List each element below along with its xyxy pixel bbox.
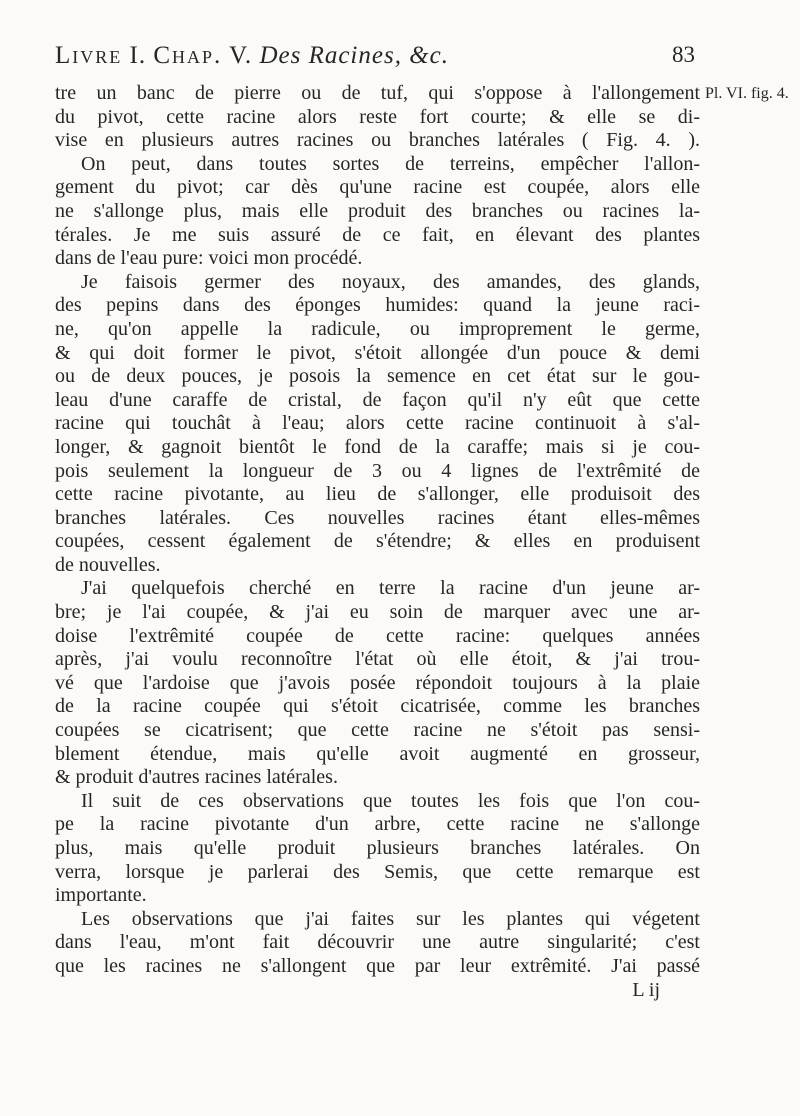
text-line: vise en plusieurs autres racines ou branches latérales ( Fig. 4. ). [55, 129, 700, 152]
text-line: J'ai quelquefois cherché en terre la racine d'un jeune ar- [81, 577, 700, 600]
text-line: verra, lorsque je parlerai des Semis, que cette remarque est [55, 860, 700, 883]
text-line: plus, mais qu'elle produit plusieurs branches latérales. On [55, 837, 700, 859]
book-label: Livre [55, 42, 123, 69]
text-line: bre; je l'ai coupée, & j'ai eu soin de marquer avec une ar- [55, 601, 700, 624]
running-header [55, 42, 695, 82]
text-line: racine qui touchât à l'eau; alors cette racine continuoit à s'al- [55, 412, 700, 435]
text-line: que les racines ne s'allongent que par leur extrêmité. J'ai passé [55, 954, 700, 977]
text-line: dans l'eau, m'ont fait découvrir une autre singularité; c'est [55, 931, 700, 954]
book-number: I. [129, 42, 147, 69]
text-line: ou de deux pouces, je posois la semence en cet état sur le gou- [55, 365, 700, 388]
text-line: & qui doit former le pivot, s'étoit allongée d'un pouce & demi [55, 341, 700, 364]
text-line: & produit d'autres racines latérales. [55, 766, 338, 789]
text-line: coupées se cicatrisent; que cette racine ne s'étoit pas sensi- [55, 719, 700, 742]
chapter-label: Chap. [153, 42, 223, 69]
text-line: vé que l'ardoise que j'avois posée répondoit toujours à la plaie [55, 671, 700, 694]
text-line: importante. [55, 884, 147, 907]
running-title [55, 42, 449, 70]
text-line: des pepins dans des éponges humides: quand la jeune raci- [55, 294, 700, 317]
body-text [55, 82, 700, 1002]
text-line: doise l'extrêmité coupée de cette racine: quelques années [55, 624, 700, 647]
text-line: pe la racine pivotante d'un arbre, cette racine ne s'allonge [55, 813, 700, 836]
text-line: dans de l'eau pure: voici mon procédé. [55, 247, 363, 270]
margin-note: Pl. VI. fig. 4. [705, 85, 789, 102]
text-line: longer, & gagnoit bientôt le fond de la caraffe; mais si je cou- [55, 435, 700, 458]
text-line: leau d'une caraffe de cristal, de façon qu'il n'y eût que cette [55, 388, 700, 411]
text-line: gement du pivot; car dès qu'une racine est coupée, alors elle [55, 176, 700, 199]
text-line: après, j'ai voulu reconnoître l'état où elle étoit, & j'ai trou- [55, 648, 700, 671]
text-line: pois seulement la longueur de 3 ou 4 lignes de l'extrêmité de [55, 459, 700, 482]
text-line: Les observations que j'ai faites sur les plantes qui végetent [81, 907, 700, 930]
page-number: 83 [672, 42, 695, 67]
text-line: Je faisois germer des noyaux, des amandes, des glands, [81, 270, 700, 293]
chapter-title: Des Racines, &c. [259, 42, 449, 69]
text-line: branches latérales. Ces nouvelles racines étant elles-mêmes [55, 506, 700, 529]
text-line: de nouvelles. [55, 553, 161, 576]
signature-mark: L ij [632, 978, 660, 1001]
text-line: térales. Je me suis assuré de ce fait, en élevant des plantes [55, 223, 700, 246]
text-line: ne, qu'on appelle la radicule, ou improprement le germe, [55, 317, 700, 340]
text-line: Il suit de ces observations que toutes les fois que l'on cou- [81, 789, 700, 812]
text-line: du pivot, cette racine alors reste fort courte; & elle se di- [55, 105, 700, 128]
chapter-number: V. [229, 42, 253, 69]
text-line: ne s'allonge plus, mais elle produit des branches ou racines la- [55, 199, 700, 222]
text-line: On peut, dans toutes sortes de terreins, empêcher l'allon- [81, 152, 700, 175]
text-line: tre un banc de pierre ou de tuf, qui s'oppose à l'allongement [55, 82, 700, 104]
text-line: blement étendue, mais qu'elle avoit augmenté en grosseur, [55, 742, 700, 765]
text-line: coupées, cessent également de s'étendre; & elles en produisent [55, 530, 700, 553]
text-line: de la racine coupée qui s'étoit cicatrisée, comme les branches [55, 695, 700, 718]
text-line: cette racine pivotante, au lieu de s'allonger, elle produisoit des [55, 483, 700, 506]
